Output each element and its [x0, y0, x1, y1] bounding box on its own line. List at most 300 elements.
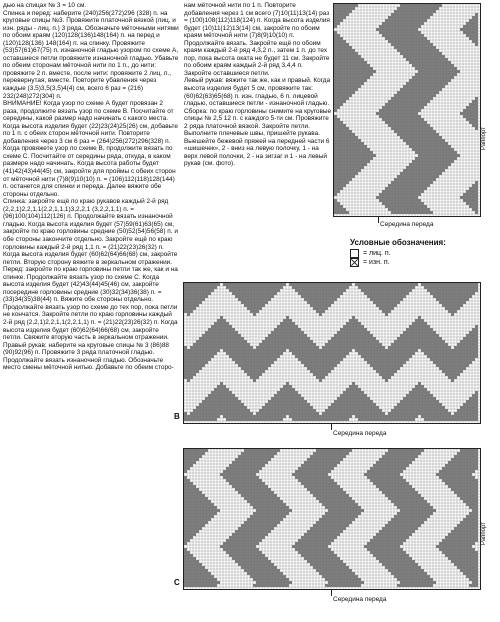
- purl-stitch-cell: [313, 464, 316, 467]
- purl-stitch-cell: [403, 52, 406, 55]
- purl-stitch-cell: [235, 458, 238, 461]
- purl-stitch-cell: [301, 352, 304, 355]
- purl-stitch-cell: [433, 292, 436, 295]
- purl-stitch-cell: [400, 196, 403, 199]
- purl-stitch-cell: [253, 482, 256, 485]
- purl-stitch-cell: [454, 157, 457, 160]
- purl-stitch-cell: [463, 449, 466, 452]
- purl-stitch-cell: [454, 310, 457, 313]
- purl-stitch-cell: [364, 289, 367, 292]
- purl-stitch-cell: [340, 283, 343, 286]
- purl-stitch-cell: [412, 418, 415, 421]
- purl-stitch-cell: [421, 121, 424, 124]
- purl-stitch-cell: [445, 73, 448, 76]
- purl-stitch-cell: [202, 412, 205, 415]
- purl-stitch-cell: [463, 461, 466, 464]
- purl-stitch-cell: [331, 449, 334, 452]
- purl-stitch-cell: [310, 289, 313, 292]
- purl-stitch-cell: [337, 145, 340, 148]
- purl-stitch-cell: [379, 298, 382, 301]
- purl-stitch-cell: [379, 412, 382, 415]
- purl-stitch-cell: [340, 494, 343, 497]
- purl-stitch-cell: [454, 286, 457, 289]
- purl-stitch-cell: [223, 319, 226, 322]
- purl-stitch-cell: [445, 286, 448, 289]
- purl-stitch-cell: [337, 358, 340, 361]
- purl-stitch-cell: [436, 409, 439, 412]
- purl-stitch-cell: [238, 418, 241, 421]
- purl-stitch-cell: [229, 349, 232, 352]
- purl-stitch-cell: [214, 415, 217, 418]
- purl-stitch-cell: [184, 415, 187, 418]
- purl-stitch-cell: [379, 286, 382, 289]
- purl-stitch-cell: [355, 142, 358, 145]
- purl-stitch-cell: [394, 301, 397, 304]
- purl-stitch-cell: [454, 418, 457, 421]
- purl-stitch-cell: [265, 343, 268, 346]
- purl-stitch-cell: [409, 397, 412, 400]
- purl-stitch-cell: [370, 289, 373, 292]
- purl-stitch-cell: [403, 289, 406, 292]
- purl-stitch-cell: [271, 397, 274, 400]
- purl-stitch-cell: [376, 343, 379, 346]
- purl-stitch-cell: [337, 346, 340, 349]
- purl-stitch-cell: [433, 346, 436, 349]
- purl-stitch-cell: [379, 349, 382, 352]
- purl-stitch-cell: [388, 199, 391, 202]
- purl-stitch-cell: [340, 178, 343, 181]
- purl-stitch-cell: [202, 340, 205, 343]
- purl-stitch-cell: [190, 289, 193, 292]
- purl-stitch-cell: [199, 337, 202, 340]
- purl-stitch-cell: [334, 31, 337, 34]
- purl-stitch-cell: [283, 403, 286, 406]
- purl-stitch-cell: [424, 166, 427, 169]
- purl-stitch-cell: [451, 160, 454, 163]
- purl-stitch-cell: [451, 352, 454, 355]
- purl-stitch-cell: [475, 31, 478, 34]
- purl-stitch-cell: [343, 452, 346, 455]
- purl-stitch-cell: [250, 470, 253, 473]
- purl-stitch-cell: [331, 355, 334, 358]
- purl-stitch-cell: [358, 322, 361, 325]
- purl-stitch-cell: [427, 166, 430, 169]
- purl-stitch-cell: [412, 76, 415, 79]
- purl-stitch-cell: [229, 340, 232, 343]
- purl-stitch-cell: [406, 100, 409, 103]
- purl-stitch-cell: [466, 25, 469, 28]
- purl-stitch-cell: [364, 334, 367, 337]
- purl-stitch-cell: [256, 497, 259, 500]
- purl-stitch-cell: [340, 148, 343, 151]
- purl-stitch-cell: [244, 491, 247, 494]
- purl-stitch-cell: [418, 100, 421, 103]
- purl-stitch-cell: [403, 178, 406, 181]
- purl-stitch-cell: [238, 364, 241, 367]
- purl-stitch-cell: [226, 346, 229, 349]
- purl-stitch-cell: [334, 16, 337, 19]
- legend-label-purl: = изн. п.: [363, 259, 390, 266]
- purl-stitch-cell: [397, 187, 400, 190]
- purl-stitch-cell: [427, 58, 430, 61]
- purl-stitch-cell: [466, 115, 469, 118]
- purl-stitch-cell: [283, 388, 286, 391]
- purl-stitch-cell: [238, 298, 241, 301]
- purl-stitch-cell: [379, 418, 382, 421]
- purl-stitch-cell: [313, 455, 316, 458]
- purl-stitch-cell: [382, 418, 385, 421]
- purl-stitch-cell: [445, 352, 448, 355]
- purl-stitch-cell: [343, 46, 346, 49]
- purl-stitch-cell: [241, 367, 244, 370]
- purl-stitch-cell: [262, 491, 265, 494]
- purl-stitch-cell: [421, 400, 424, 403]
- purl-stitch-cell: [475, 16, 478, 19]
- purl-stitch-cell: [199, 286, 202, 289]
- purl-stitch-cell: [397, 346, 400, 349]
- purl-stitch-cell: [229, 482, 232, 485]
- purl-stitch-cell: [310, 488, 313, 491]
- purl-stitch-cell: [430, 175, 433, 178]
- purl-stitch-cell: [436, 61, 439, 64]
- purl-stitch-cell: [352, 4, 355, 7]
- purl-stitch-cell: [451, 367, 454, 370]
- purl-stitch-cell: [355, 55, 358, 58]
- purl-stitch-cell: [391, 184, 394, 187]
- purl-stitch-cell: [370, 337, 373, 340]
- purl-stitch-cell: [325, 358, 328, 361]
- purl-stitch-cell: [391, 106, 394, 109]
- purl-stitch-cell: [424, 415, 427, 418]
- purl-stitch-cell: [385, 415, 388, 418]
- purl-stitch-cell: [313, 343, 316, 346]
- purl-stitch-cell: [325, 370, 328, 373]
- purl-stitch-cell: [310, 458, 313, 461]
- purl-stitch-cell: [388, 461, 391, 464]
- purl-stitch-cell: [241, 298, 244, 301]
- purl-stitch-cell: [286, 325, 289, 328]
- purl-stitch-cell: [247, 449, 250, 452]
- purl-stitch-cell: [397, 292, 400, 295]
- purl-stitch-cell: [337, 397, 340, 400]
- purl-stitch-cell: [334, 115, 337, 118]
- purl-stitch-cell: [403, 181, 406, 184]
- purl-stitch-cell: [460, 452, 463, 455]
- purl-stitch-cell: [409, 28, 412, 31]
- purl-stitch-cell: [433, 415, 436, 418]
- purl-stitch-cell: [328, 470, 331, 473]
- purl-stitch-cell: [367, 67, 370, 70]
- purl-stitch-cell: [403, 485, 406, 488]
- purl-stitch-cell: [442, 343, 445, 346]
- purl-stitch-cell: [385, 470, 388, 473]
- purl-stitch-cell: [364, 79, 367, 82]
- purl-stitch-cell: [259, 355, 262, 358]
- purl-stitch-cell: [322, 352, 325, 355]
- purl-stitch-cell: [469, 470, 472, 473]
- purl-stitch-cell: [277, 391, 280, 394]
- purl-stitch-cell: [415, 163, 418, 166]
- purl-stitch-cell: [328, 340, 331, 343]
- purl-stitch-cell: [283, 325, 286, 328]
- purl-stitch-cell: [199, 361, 202, 364]
- purl-stitch-cell: [346, 97, 349, 100]
- purl-stitch-cell: [193, 455, 196, 458]
- purl-stitch-cell: [433, 52, 436, 55]
- purl-stitch-cell: [298, 337, 301, 340]
- purl-stitch-cell: [328, 286, 331, 289]
- purl-stitch-cell: [433, 295, 436, 298]
- purl-stitch-cell: [406, 485, 409, 488]
- purl-stitch-cell: [202, 289, 205, 292]
- purl-stitch-cell: [388, 364, 391, 367]
- purl-stitch-cell: [436, 415, 439, 418]
- purl-stitch-cell: [418, 316, 421, 319]
- purl-stitch-cell: [379, 467, 382, 470]
- purl-stitch-cell: [382, 295, 385, 298]
- purl-stitch-cell: [355, 283, 358, 286]
- purl-stitch-cell: [190, 298, 193, 301]
- purl-stitch-cell: [454, 289, 457, 292]
- purl-stitch-cell: [472, 394, 475, 397]
- purl-stitch-cell: [469, 34, 472, 37]
- chart-c-letter: C: [174, 578, 180, 587]
- purl-stitch-cell: [229, 325, 232, 328]
- purl-stitch-cell: [322, 367, 325, 370]
- purl-stitch-cell: [241, 406, 244, 409]
- purl-stitch-cell: [184, 470, 187, 473]
- purl-stitch-cell: [391, 455, 394, 458]
- purl-stitch-cell: [427, 4, 430, 7]
- purl-stitch-cell: [343, 409, 346, 412]
- purl-stitch-cell: [250, 286, 253, 289]
- purl-stitch-cell: [466, 361, 469, 364]
- purl-stitch-cell: [406, 358, 409, 361]
- purl-stitch-cell: [367, 346, 370, 349]
- purl-stitch-cell: [439, 289, 442, 292]
- purl-stitch-cell: [259, 482, 262, 485]
- purl-stitch-cell: [352, 403, 355, 406]
- purl-stitch-cell: [382, 473, 385, 476]
- purl-stitch-cell: [295, 400, 298, 403]
- purl-stitch-symbol: [350, 258, 359, 267]
- purl-stitch-cell: [418, 16, 421, 19]
- purl-stitch-cell: [382, 31, 385, 34]
- purl-stitch-cell: [232, 328, 235, 331]
- purl-stitch-cell: [184, 301, 187, 304]
- purl-stitch-cell: [415, 196, 418, 199]
- purl-stitch-cell: [403, 208, 406, 211]
- purl-stitch-cell: [418, 52, 421, 55]
- purl-stitch-cell: [463, 31, 466, 34]
- purl-stitch-cell: [421, 7, 424, 10]
- purl-stitch-cell: [358, 58, 361, 61]
- purl-stitch-cell: [415, 349, 418, 352]
- purl-stitch-cell: [304, 409, 307, 412]
- purl-stitch-cell: [343, 151, 346, 154]
- purl-stitch-cell: [421, 337, 424, 340]
- purl-stitch-cell: [397, 175, 400, 178]
- purl-stitch-cell: [349, 76, 352, 79]
- purl-stitch-cell: [400, 479, 403, 482]
- purl-stitch-cell: [346, 13, 349, 16]
- purl-stitch-cell: [472, 449, 475, 452]
- purl-stitch-cell: [436, 166, 439, 169]
- purl-stitch-cell: [247, 289, 250, 292]
- chart-b-center-label: Середина переда: [333, 430, 387, 437]
- purl-stitch-cell: [475, 97, 478, 100]
- purl-stitch-cell: [331, 458, 334, 461]
- purl-stitch-cell: [427, 289, 430, 292]
- purl-stitch-cell: [439, 160, 442, 163]
- purl-stitch-cell: [370, 358, 373, 361]
- purl-stitch-cell: [253, 461, 256, 464]
- purl-stitch-cell: [445, 355, 448, 358]
- purl-stitch-cell: [196, 406, 199, 409]
- purl-stitch-cell: [469, 115, 472, 118]
- purl-stitch-cell: [196, 488, 199, 491]
- purl-stitch-cell: [235, 476, 238, 479]
- purl-stitch-cell: [463, 494, 466, 497]
- purl-stitch-cell: [436, 142, 439, 145]
- purl-stitch-cell: [184, 482, 187, 485]
- purl-stitch-cell: [388, 196, 391, 199]
- purl-stitch-cell: [394, 130, 397, 133]
- purl-stitch-cell: [424, 172, 427, 175]
- purl-stitch-cell: [217, 397, 220, 400]
- purl-stitch-cell: [415, 388, 418, 391]
- purl-stitch-cell: [427, 325, 430, 328]
- purl-stitch-cell: [409, 449, 412, 452]
- purl-stitch-cell: [451, 301, 454, 304]
- purl-stitch-cell: [394, 494, 397, 497]
- purl-stitch-cell: [190, 458, 193, 461]
- purl-stitch-cell: [400, 199, 403, 202]
- purl-stitch-cell: [454, 373, 457, 376]
- purl-stitch-cell: [415, 403, 418, 406]
- purl-stitch-cell: [340, 397, 343, 400]
- purl-stitch-cell: [271, 455, 274, 458]
- purl-stitch-cell: [343, 455, 346, 458]
- purl-stitch-cell: [283, 391, 286, 394]
- purl-stitch-cell: [388, 298, 391, 301]
- purl-stitch-cell: [370, 286, 373, 289]
- purl-stitch-cell: [436, 79, 439, 82]
- purl-stitch-cell: [361, 154, 364, 157]
- purl-stitch-cell: [415, 58, 418, 61]
- purl-stitch-cell: [190, 464, 193, 467]
- purl-stitch-cell: [289, 415, 292, 418]
- purl-stitch-cell: [214, 331, 217, 334]
- purl-stitch-cell: [199, 298, 202, 301]
- purl-stitch-cell: [259, 494, 262, 497]
- purl-stitch-cell: [280, 340, 283, 343]
- purl-stitch-cell: [190, 494, 193, 497]
- purl-stitch-cell: [355, 397, 358, 400]
- purl-stitch-cell: [424, 349, 427, 352]
- purl-stitch-cell: [268, 349, 271, 352]
- purl-stitch-cell: [391, 295, 394, 298]
- purl-stitch-cell: [334, 361, 337, 364]
- purl-stitch-cell: [397, 97, 400, 100]
- purl-stitch-cell: [391, 349, 394, 352]
- purl-stitch-cell: [451, 307, 454, 310]
- purl-stitch-cell: [244, 355, 247, 358]
- purl-stitch-cell: [412, 37, 415, 40]
- purl-stitch-cell: [256, 373, 259, 376]
- purl-stitch-cell: [334, 7, 337, 10]
- purl-stitch-cell: [385, 301, 388, 304]
- purl-stitch-cell: [370, 70, 373, 73]
- purl-stitch-cell: [340, 184, 343, 187]
- purl-stitch-cell: [406, 19, 409, 22]
- purl-stitch-cell: [298, 346, 301, 349]
- purl-stitch-cell: [334, 400, 337, 403]
- purl-stitch-cell: [433, 91, 436, 94]
- purl-stitch-cell: [184, 370, 187, 373]
- assembly-section: Сборка: по краю горловины снимите на круговые спицы № 2,5 12 п. с каждого 5-ти см. Провяжите 2 ряда платочной вязкой. Закройте петли. Выполните плечевые швы, пришейте рукава. Выешейте бежевой пряжей на передней части 6 «шишечек», 2 - вниз на левую полочку, 1 - на верх левой полочки, 2 - на зигзаг и 1 - на левый рукав (см. фото).: [184, 107, 332, 168]
- purl-stitch-cell: [427, 7, 430, 10]
- purl-stitch-cell: [430, 10, 433, 13]
- purl-stitch-cell: [274, 452, 277, 455]
- purl-stitch-cell: [238, 479, 241, 482]
- purl-stitch-cell: [325, 482, 328, 485]
- purl-stitch-cell: [205, 286, 208, 289]
- purl-stitch-cell: [217, 349, 220, 352]
- purl-stitch-cell: [475, 211, 478, 214]
- purl-stitch-cell: [469, 109, 472, 112]
- purl-stitch-cell: [337, 40, 340, 43]
- purl-stitch-cell: [274, 343, 277, 346]
- purl-stitch-cell: [361, 289, 364, 292]
- purl-stitch-cell: [385, 31, 388, 34]
- purl-stitch-cell: [475, 464, 478, 467]
- purl-stitch-cell: [301, 409, 304, 412]
- chart-c: [183, 448, 481, 590]
- purl-stitch-cell: [412, 349, 415, 352]
- purl-stitch-cell: [382, 307, 385, 310]
- purl-stitch-cell: [277, 406, 280, 409]
- purl-stitch-cell: [262, 461, 265, 464]
- purl-stitch-cell: [319, 455, 322, 458]
- purl-stitch-cell: [394, 112, 397, 115]
- purl-stitch-cell: [214, 343, 217, 346]
- purl-stitch-cell: [196, 295, 199, 298]
- purl-stitch-cell: [289, 334, 292, 337]
- purl-stitch-cell: [289, 385, 292, 388]
- purl-stitch-cell: [316, 301, 319, 304]
- purl-stitch-cell: [406, 88, 409, 91]
- purl-stitch-cell: [445, 409, 448, 412]
- purl-stitch-cell: [211, 352, 214, 355]
- purl-stitch-cell: [475, 461, 478, 464]
- purl-stitch-cell: [466, 295, 469, 298]
- purl-stitch-cell: [436, 298, 439, 301]
- purl-stitch-cell: [277, 397, 280, 400]
- purl-stitch-cell: [187, 283, 190, 286]
- purl-stitch-cell: [412, 88, 415, 91]
- purl-stitch-cell: [349, 139, 352, 142]
- purl-stitch-cell: [358, 409, 361, 412]
- purl-stitch-cell: [427, 343, 430, 346]
- purl-stitch-cell: [334, 133, 337, 136]
- purl-stitch-cell: [463, 295, 466, 298]
- purl-stitch-cell: [424, 169, 427, 172]
- purl-stitch-cell: [379, 115, 382, 118]
- purl-stitch-cell: [364, 154, 367, 157]
- purl-stitch-cell: [193, 298, 196, 301]
- purl-stitch-cell: [244, 349, 247, 352]
